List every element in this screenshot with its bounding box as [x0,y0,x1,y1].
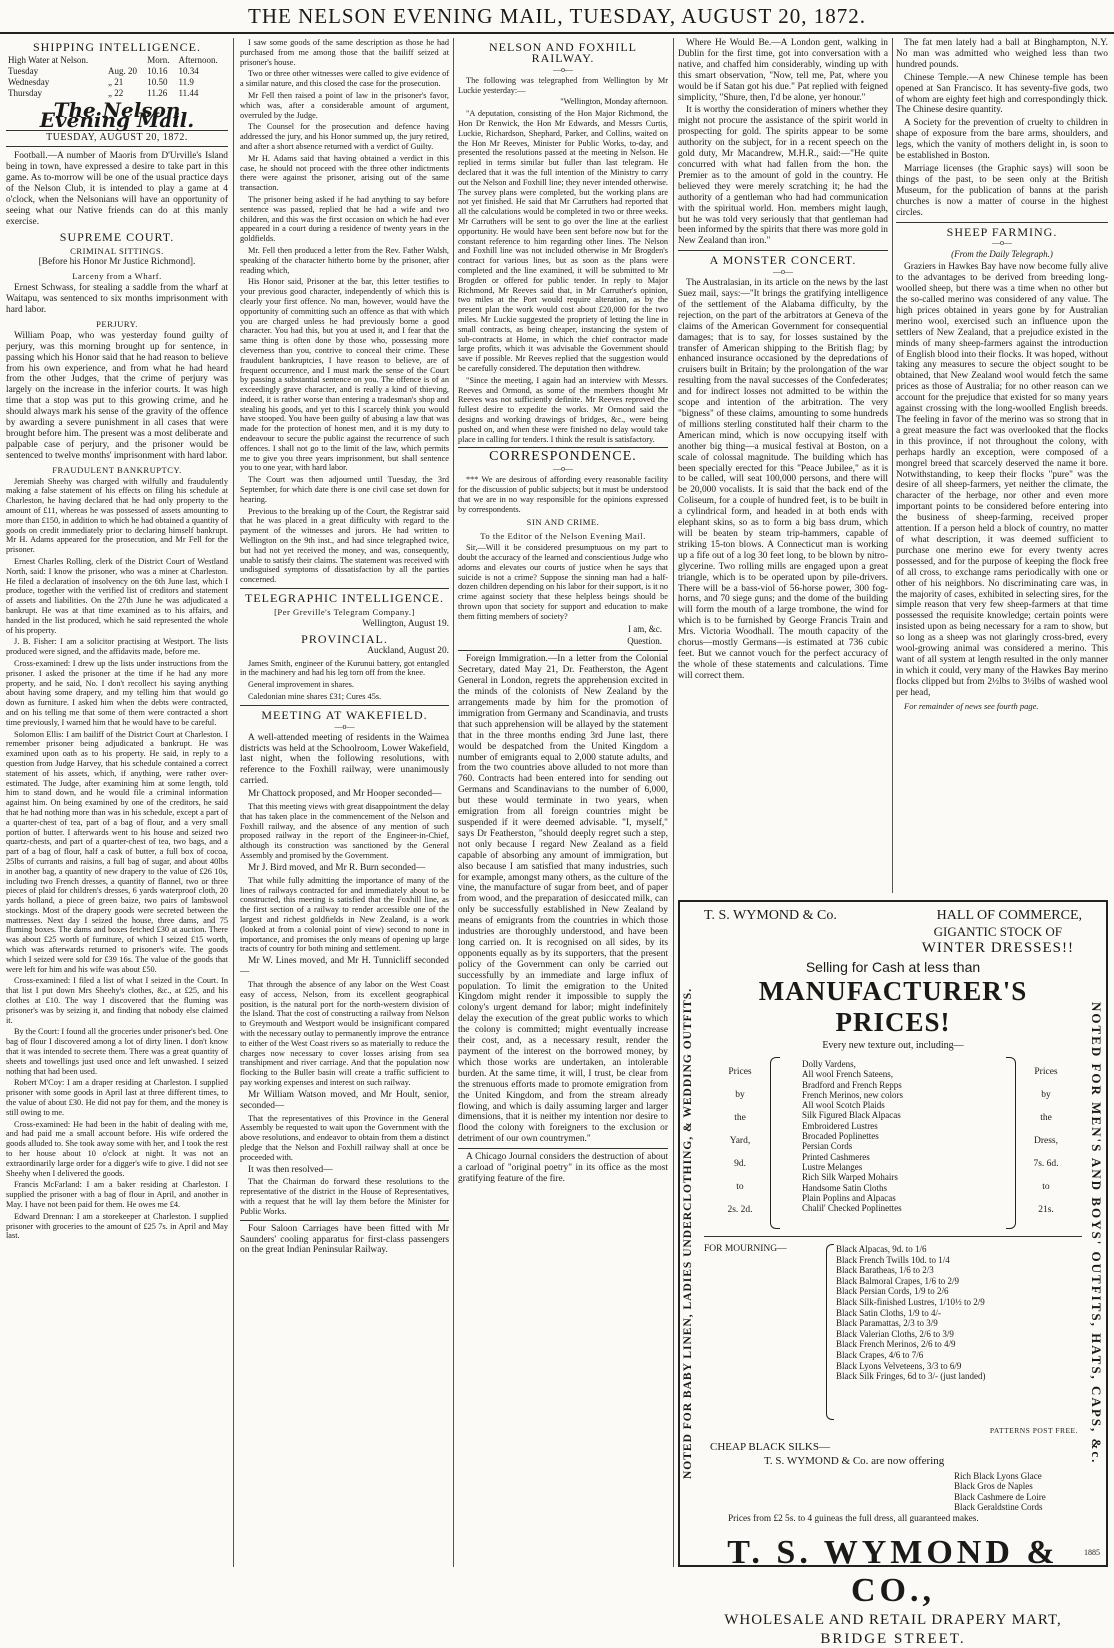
ad-mourning-block [704,1240,1082,1426]
tide-morn: 10.16 [147,65,168,76]
ad-firm: T. S. WYMOND & Co. [704,908,837,923]
sin-to: To the Editor of the Nelson Evening Mail. [480,531,646,542]
wymond-advertisement [678,900,1108,1647]
ad-price-block [704,1055,1082,1233]
fabric-item: Silk Figured Black Alpacas [802,1110,901,1121]
ad-winter: WINTER DRESSES!! [921,940,1074,956]
column-5 [896,38,1108,893]
sheep-source: (From the Daily Telegraph.) [951,249,1053,260]
bankruptcy-paragraph: Jeremiah Sheehy was charged with wilfully and fraudulently making a false statement of his effects on filing his schedule at Charleston, he having declared that he had only property to the amount of £11, whereas he was possessed of assets amounting to more than £150, in addition to which he had obtained a quantity of goods on credit immediately prior to declaring himself bankrupt. Mr H. Adams appeared for the prosecution, and Mr Fell for the prisoner. [6,476,228,555]
perjury-paragraph: William Poap, who was yesterday found guilty of perjury, was this morning brought up for sentence, in passing which his Honor said that he had reason to believe from his own experience, and from what he had heard from the other Judges, that the crime of perjury was largely on the increase in the inferior courts. It was high time that a stop was put to this growing crime, and he should always mark his sense of the gravity of the offence by awarding a severe punishment in all cases that were brought before him. The present was a most deliberate and palpable case of perjury, and the prisoner would be sentenced to twelve months' imprisonment with hard labor. [6,330,228,461]
football-paragraph: Football.—A number of Maoris from D'Urville's Island being in town, have expressed a desire to take part in this game. As to-morrow will be one of the usual practice days of the Nelson Club, it is intended to play a game at 4 o'clock, when the Nelsonians will have an opportunity of seeing what our Native friends can do at this manly exercise. [6,151,228,227]
mourning-item: Black Lyons Velveteens, 3/3 to 6/9 [836,1360,962,1371]
ad-manufacturers-prices: MANUFACTURER'S PRICES! [758,976,1028,1037]
court-before: [Before his Honor Mr Justice Richmond]. [38,257,196,268]
fabric-item: Plain Poplins and Alpacas [802,1192,896,1203]
remainder-note: For remainder of news see fourth page. [904,700,1039,711]
ad-top-row [704,908,1082,924]
wakefield-resolution: That while fully admitting the importance of many of the lines of railways contracted for and immediately about to be constructed, this meeting is satisfied that the Foxhill line, as the first section of a railway to render accessible one of the largest and richest goldfields in New Zealand, is a work (looked at from a colonial point of view) second to none in importance, and promises the only means of opening up large tracts of country for both mining and settlement. [240,875,449,954]
sin-signature: Question. [627,636,662,647]
section-rule [240,1220,449,1221]
sin-paragraph: Sir,—Will it be considered presumptuous on my part to doubt the accuracy of the learned and conscientious Judge who adorns and elevates our courts of justice when he says that suicide is not a crime? Suppose the sinning man had a half-dozen children depending on his labor for their support, is it no crime against society that these helpless beings should be thrown upon that society for support and education to make them fitting members of society? [458,543,668,621]
ad-prices-from: Prices from £2 5s. to 4 guineas the full dress, all guaranteed makes. [728,1513,979,1524]
tide-header-row [6,55,228,66]
section-rule [458,447,668,448]
fabric-item: French Merinos, new colors [802,1089,903,1100]
tide-table [6,55,228,99]
bankruptcy-paragraph: Solomon Ellis: I am bailiff of the District Court at Charleston. I remember prisoner being adjudicated a bankrupt. He was examined upon oath as to his property. He said, in reply to a question from Judge Harvey, that his schedule contained a correct statement of his assets, which, if anything, were rather over-estimated. The Judge, after examining him at some length, told him to stand down, and he would file a criminal information against him. On being examined by one of the creditors, he said that he had nothing more than was in his schedule, except a part of a quarter-chest of tea, part of a bag of flour, and a very small portion of butter. I afterwards went to his house and seized two quartz-chests, and part of a quarter-chest of tea, two bags, and a part of a bag of flour, half a cask of butter, a full box of cocoa, 25lbs of currants and raisins, a full bag of sugar, and about 40lbs in another bag, a quantity of new drapery to the value of £26 10s, including two French dresses, a quantity of flannel, two or three pieces of plaid for children's dresses, 6 yards waterproof cloth, 20 yards holland, a piece of green baize, two pairs of lambswool stockings. Most of the drapery goods were secreted between the mattresses. Next day I seized the house, three dams, and 75 fluming boxes. The dams and boxes fetched £30 at auction. There was about £25 worth of furniture, of which I seized £15 worth, which was afterwards returned to prisoner's wife. The goods which I seized were sold for £39 16s. The value of the goods that were left for him and his wife was about £50. [6,729,228,974]
tide-row [6,77,228,88]
mourning-item: Black Persian Cords, 1/9 to 2/6 [836,1286,949,1297]
society-paragraph: A Society for the prevention of cruelty to children in shape of exposure from the bare arms, shoulders, and legs, which the vanity of mothers delight in, is soon to be established in Boston. [896,118,1108,162]
tide-header: Morn. [147,54,170,65]
price-line: 2s. 2d. [727,1205,753,1215]
ad-left-vertical-text: NOTED FOR BABY LINEN, LADIES UNDERCLOTHING, & WEDDING OUTFITS. [682,987,694,1480]
fabric-item: Dolly Vardens, [802,1059,856,1069]
wakefield-resolution: That this meeting views with great disappointment the delay that has taken place in the commencement of the Nelson and Foxhill railway, and the absence of any mention of such proposed railway in the report of the Engineer-in-Chief, although its construction was sanctioned by the General Assembly and promised by the Government. [240,802,449,861]
fabric-item: Lustre Melanges [802,1161,863,1172]
miners-paragraph: It is worthy the consideration of miners whether they might not procure the assistance of the spirit world in prospecting for gold. The spirits appear to be some authority on the subject, for in a recent speech on the gold duty, Mr Macandrew, M.H.R., said:—"He quite concurred with what had fallen from the hon. the Premier as to the amount of gold in the country. He believed they were merely scratching it; he had the authority of a gentleman who had had communication with the spiritual world. Hon. members might laugh, but he was told very seriously that that gentleman had been informed by the spirits that there was more gold in New Zealand than iron." [678,105,888,247]
ad-prices-dress [1022,1061,1070,1222]
price-line: 21s. [1038,1205,1054,1215]
fabric-item: Embroidered Lustres [802,1120,878,1131]
bankruptcy-paragraph: Cross-examined: I filed a list of what I seized in the Court. In that list I put down Mrs Sheehy's clothes, &c., at £25, and his clothes at £10. The way I discovered that the fluming was prisoner's was by seizing it, and finding that nobody else claimed it. [6,976,228,1025]
bankruptcy-paragraph: Cross-examined: He had been in the habit of dealing with me, and had paid me a small account before. His wife ordered the goods alluded to. She took away some with her, and I took the rest to her house about 10 o'clock at night. It was not an extraordinarily large order for a digger's wife to give. I did not see Sheehy when I delivered the goods. [6,1119,228,1178]
tide-day: Tuesday [8,65,39,76]
court-paragraph: The Court was then adjourned until Tuesday, the 3rd September, for which date there is one civil case set down for hearing. [240,475,449,504]
ad-offering: T. S. WYMOND & Co. are now offering [764,1455,945,1467]
sin-signoff: I am, &c. [628,623,662,634]
mourning-item: Black Silk-finished Lustres, 1/10½ to 2/9 [836,1296,985,1307]
railway-paragraph: "Since the meeting, I again had an interview with Messrs. Reeves and Ormond, as some of the members thought Mr Reeves was not sufficiently definite. Mr Reeves reproved the fullest desire to expedite the works. Mr Ormond said the designs and working drawings of bridges, &c., were being pushed on, and when these were finished no delay would take place in calling for tenders. I think the result is satisfactory. [458,375,668,444]
court-subtitle: CRIMINAL SITTINGS. [70,245,164,256]
fabric-item: Bradford and French Repps [802,1079,902,1090]
section-ornament: —o— [553,64,573,74]
tide-date: „ 21 [108,76,124,87]
court-paragraph: Mr H. Adams said that having obtained a verdict in this case, he should not proceed with the three other indictments there were against the prisoner, arising out of the same transaction. [240,153,449,193]
section-rule [896,222,1108,223]
section-ornament: —o— [334,721,355,731]
perjury-heading: PERJURY. [96,318,138,329]
fabric-item: All wool Scotch Plaids [802,1100,885,1111]
column-rule [453,38,454,1567]
railway-intro: The following was telegraphed from Wellington by Mr Luckie yesterday:— [458,75,668,95]
ad-rule [704,1236,1082,1237]
wakefield-paragraph: It was then resolved— [248,1164,333,1175]
tide-header: Afternoon. [178,54,218,65]
court-paragraph: The Counsel for the prosecution and defence having addressed the jury, and his Honor summed up, the jury retired, and after a short absence returned with a verdict of Guilty. [240,122,449,151]
telegraphic-item: General improvement in shares. [248,680,354,690]
dateline: TUESDAY, AUGUST 20, 1872. [6,130,228,147]
court-paragraph: The prisoner being asked if he had anything to say before sentence was passed, replied that he had a wife and two children, and this was the first occasion on which he had ever appeared in a court during a residence of twenty years in the goldfields. [240,194,449,244]
price-line: Yard, [729,1136,751,1146]
silk-item: Rich Black Lyons Glace [954,1471,1042,1481]
silk-item: Black Gros de Naples [954,1481,1033,1492]
fabric-item: Chalil' Checked Poplinettes [802,1203,902,1214]
tide-day: Wednesday [8,76,50,87]
price-line: the [1040,1113,1052,1123]
section-ornament: —o— [773,267,793,277]
silk-item: Black Geraldstine Cords [954,1502,1043,1513]
telegraphic-item: James Smith, engineer of the Kurunui battery, got entangled in the machinery and had his leg torn off from the knee. [240,658,449,678]
chicago-paragraph: A Chicago Journal considers the destruction of about a carload of "original poetry" in its office as the most gratifying feature of the fire. [458,1152,668,1184]
telegraphic-subtitle: [Per Greville's Telegram Company.] [274,606,415,617]
chinese-paragraph: Chinese Temple.—A new Chinese temple has been opened at San Francisco. It has seventy-five gods, two of whom are eighty feet high and correspondingly thick. The Chinese desire quantity. [896,72,1108,116]
price-line: Prices [1034,1067,1058,1077]
brace-left [770,1057,780,1229]
saloon-paragraph: Four Saloon Carriages have been fitted with Mr Saunders' cooling apparatus for first-class passengers on the great Indian Peninsular Railway. [240,1223,449,1256]
bankruptcy-paragraph: Francis McFarland: I am a baker residing at Charleston. I supplied the prisoner with a bag of flour in April, and another in May. I have not been paid for them. He owes me £4. [6,1180,228,1209]
price-line: 7s. 6d. [1033,1159,1059,1169]
telegraphic-item: Caledonian mine shares £31; Cures 45s. [248,691,382,701]
column-rule [892,38,893,893]
bankruptcy-paragraph: Edward Drennan: I am a storekeeper at Charleston. I supplied prisoner with groceries to the amount of £25 7s. in April and May last. [6,1211,228,1241]
ad-body [704,906,1082,1647]
silk-item: Black Cashmere de Loire [954,1491,1046,1502]
ad-selling: Selling for Cash at less than [805,959,981,975]
telegraphic-place: Wellington, August 19. [362,618,449,629]
price-line: 9d. [734,1159,746,1169]
tide-header: High Water at Nelson. [8,54,89,65]
railway-paragraph: "A deputation, consisting of the Hon Major Richmond, the Hon Dr Renwick, the Hon Mr Edwards, and Messrs Curtis, Luckie, Richardson, Shephard, Parker, and Collins, waited on the Hon Mr Reeves, Minister for Public Works, to-day, and presented the resolutions passed at the meeting in Nelson. He replied in terms similar but fuller than last telegram. He declared that it was the full intention of the Ministry to carry out the Nelson and Foxhill line; they never intended otherwise. The survey plans were completed, but the working plans are not yet finished. He said that Mr Carruthers had reported that all the calculations would be completed in two or three weeks. Mr Carruthers will be sent to go over the line at the earliest opportunity. He would have been sent before now but for the constant reference to him regarding other lines. The Nelson and Foxhill line was not included otherwise in Mr Brogden's contract for various lines, but as soon as the plans were completed and the line examined, it will be submitted to Mr Brogden or offered for public tender. In reply to Major Richmond, Mr Reeves said that, in Mr Carruther's opinion, two miles at the Port would require alteration, as by the present plan the work would cost about £20,000 for the two miles. Mr Luckie suggested the propriety of letting the line in small contracts, as being cheaper, instancing the system of sub-contracts at Home, in which the chief contractor made large profits, which it was advisable the Government should save if possible. Mr Reeves replied that the suggestion would be carefully considered. The deputation then withdrew. [458,109,668,373]
brace-right [1006,1057,1016,1229]
column-rule [673,38,674,1567]
section-rule [240,588,449,589]
ad-patterns: PATTERNS POST FREE. [989,1426,1078,1435]
price-line: by [1041,1090,1051,1100]
ad-every-texture: Every new texture out, including— [822,1040,964,1051]
wakefield-resolution: That through the absence of any labor on the West Coast easy of access, Nelson, from its excellent geographical position, is the natural port for the north-western division of the Island. That the cost of constructing a railway from Nelson to Greymouth and Westport would be insignificant compared with the necessary outlay to permanently improve the entrance to either of the West Coast rivers so as materially to reduce the charges now necessary to cover losses arising from sea transhipment and river carriage. And that the population now flocking to the Buller basin will create a traffic sufficient to pay working expenses and interest on such railway. [240,979,449,1087]
mourning-item: Black Satin Cloths, 1/9 to 4/- [836,1307,941,1318]
tide-afternoon: 10.34 [178,65,199,76]
tide-date: „ 22 [108,87,124,98]
ad-fabric-list [802,1059,903,1213]
brace-mourning [826,1244,834,1420]
ad-mourning-list [836,1244,985,1382]
ad-cheap-silks: CHEAP BLACK SILKS— [710,1441,830,1453]
column-3 [458,38,668,1567]
mourning-item: Black Balmoral Crapes, 1/6 to 2/9 [836,1275,959,1286]
mourning-item: Black Valerian Cloths, 2/6 to 3/9 [836,1328,954,1339]
tide-date: Aug. 20 [108,65,138,76]
wakefield-paragraph: Mr William Watson moved, and Mr Hoult, senior, seconded— [240,1089,449,1111]
wakefield-resolution: That the Chairman do forward these resolutions to the representative of the district in the House of Representatives, with a request that he will lay them before the Minister for Public Works. [240,1177,449,1216]
concert-paragraph: The Australasian, in its article on the news by the last Suez mail, says:—"It brings the gratifying intelligence of the settlement of the Alabama difficulty, by the rejection, on the part of the arbitrators at Geneva of the claims of the American Government for consequential damages; that is to say, for losses sustained by the transfer of American shipping to the British flag; by enhanced insurance occasioned by the depredations of cruisers built in Britain; by the prolongation of the war resulting from the naval successes of the Confederates; and for indirect losses not admitted to be within the scope and intention of the arbitration. The very "bigness" of these claims, amounting to some hundreds of millions sterling constituted half their charm to the American mind, which is now occupying itself with another big thing—a musical festival at Boston, on a scale of colossal magnitude. The building which has been specially erected for this "Peace Jubilee," as it is to be called, will seat 100,000 persons, and there will be 20,000 vocalists. It is said that the back end of the Coliseum, for a couple of hundred feet, is to be built in a cylindrical form, and headed in at both ends with elephant skins, so as to form a big bass drum, which will be beaten by steam trip-hammers, capable of striking 15-ton blows. A Connecticut man is working up a fife out of a log 30 feet long, to be blown by nitro-glycerine. Two rolling mills are engaged upon a great triangle, which is to be operated upon by pile-drivers. There will be a bass-viol of 56-horse power, 300 fog-horns, and 70 siege guns; and the dome of the building will form the mouth of a large trombone, the wind for which is to be furnished by George Francis Train and Mrs. Victoria Woodhall. The mouth capacity of the chorus—mostly Germans—is estimated at 736 cubic feet. But we cannot vouch for the perfect accuracy of the whole of these statements and calculations. Time will correct them. [678,278,888,681]
tide-row [6,66,228,77]
ad-bridge-street: BRIDGE STREET. [820,1630,966,1647]
telegraphic-title: TELEGRAPHIC INTELLIGENCE. [245,591,444,606]
sheep-paragraph: Graziers in Hawkes Bay have now become fully alive to the advantages to be derived from breeding long-woolled sheep, but there was a time when no other but the so-called merino was considered of any value. The high prices obtained in years gone by for Australian merino wool, exercised such an influence upon the settlers of New Zealand, that a prejudice existed in the minds of many sheep-farmers against the introduction of English blood into their flocks. It was hoped, without taking any measures to secure the object sought to be obtained, that New Zealand wool would fetch the same prices as those of Australia; for no other reason can we account for the prejudice that existed for so many years against crossing with the long-woolled English breeds. The feeling in favor of the merino was so strong that in a great measure the fact was overlooked that the flocks in this province, if not throughout the colony, with perhaps hardly an exception, were composed of a mongrel breed that scarcely deserved the name it bore. Notwithstanding, to keep their flocks "pure" was the desire of all sheep-farmers, yet neither the climate, the character of the herbage, nor other and even more important points to be considered before entering into the business of sheep-farming, received proper attention. If a person held a block of country, no matter of what description, it was deemed sufficient to purchase one merino ewe for every twenty acres possessed, and for the purpose of keeping the flock free of all cross, to exchange rams periodically with one or other of his neighbors. No discriminating care was, in the majority of cases, exhibited in selecting sires, for the simple reason that very few sheep-farmers at that time possessed the requisite knowledge; certain points were insisted upon as being necessary for a ram to show, but so long as a sheep was not glaringly cross-bred, every wool-growing animal was considered a merino. This want of all system at length resulted in the only manner in which it could, very many of the Hawkes Bay merino flocks clipped but from 2½lbs to 3½lbs of washed wool per head, [896,262,1108,698]
fabric-item: Printed Cashmeres [802,1151,870,1162]
tide-afternoon: 11.44 [178,87,199,98]
column-1 [6,38,228,1567]
railway-title: NELSON AND FOXHILL RAILWAY. [489,40,637,65]
bankruptcy-paragraph: Robert M'Coy: I am a draper residing at Charleston. I supplied prisoner with some goods in April last at three different times, to the value of about £30. He did not pay for them, and the money is still owing to me. [6,1078,228,1117]
wakefield-title: MEETING AT WAKEFIELD. [261,707,428,722]
mourning-item: Black Baratheas, 1/6 to 2/3 [836,1265,934,1276]
court-paragraph: I saw some goods of the same description as those he had purchased from me among those that the bailiff seized at prisoner's house. [240,38,449,67]
fabric-item: Rich Silk Warped Mohairs [802,1172,898,1183]
sheep-title: SHEEP FARMING. [946,224,1058,239]
price-line: to [736,1182,744,1192]
ad-hall: HALL OF COMMERCE, [936,908,1082,923]
fabric-item: Handsome Satin Cloths [802,1182,887,1193]
price-line: by [735,1090,745,1100]
ad-gigantic: GIGANTIC STOCK OF [933,924,1062,939]
shipping-title: SHIPPING INTELLIGENCE. [33,40,201,54]
tide-morn: 10.50 [147,76,168,87]
masthead: THE NELSON EVENING MAIL, TUESDAY, AUGUST 20, 1872. [248,4,866,28]
court-paragraph: Two or three other witnesses were called to give evidence of a similar nature, and this closed the case for the prosecution. [240,69,449,89]
bankruptcy-paragraph: Cross-examined: I drew up the lists under instructions from the prisoner. I asked the prisoner at the time if he had any more property, and he said, No. I don't recollect his saying anything about having some drapery, and my telling him that would go down as furniture. I asked him when the debts were contracted, and on his telling me that some of them were contracted a short time previously, I warned him that he would have to be careful. [6,658,228,727]
column-2 [240,38,449,1567]
sin-title: SIN AND CRIME. [526,517,600,528]
bankruptcy-heading: FRAUDULENT BANKRUPTCY. [52,464,182,475]
court-paragraph: Mr Fell then raised a point of law in the prisoner's favor, which was, after a considerable amount of argument, overruled by the Judge. [240,90,449,120]
tide-day: Thursday [8,87,42,98]
price-line: to [1042,1182,1050,1192]
court-title: SUPREME COURT. [59,229,175,244]
larceny-heading: Larceny from a Wharf. [72,271,162,282]
ad-big-name: T. S. WYMOND & CO., [727,1533,1059,1609]
wakefield-paragraph: Mr W. Lines moved, and Mr H. Tunnicliff seconded— [240,956,449,978]
where-paragraph: Where He Would Be.—A London gent, walking in Dublin for the first time, got into conversation with a native, and chaffed him considerably, winding up with this smart observation, "Now, tell me, Pat, where you would be if Satan got his due." Pat replied with feigned simplicity, "Shure, then, I'd be alone, yer honour." [678,38,888,103]
court-paragraph: Previous to the breaking up of the Court, the Registrar said that he was placed in a great difficulty with regard to the payment of the witnesses and jurors. He had written to Wellington on the 9th inst., and had since telegraphed twice, but had not yet received the money, and was, consequently, unable to satisfy their claims. The statement was received with undisguised symptoms of dissatisfaction by all the parties concerned. [240,506,449,585]
wakefield-paragraph: A well-attended meeting of residents in the Waimea districts was held at the Schoolroom, Lower Wakefield, last night, when the following resolutions, with reference to the Foxhill railway, were unanimously carried. [240,732,449,787]
wakefield-resolution: That the representatives of this Province in the General Assembly be requested to wait upon the Government with the above resolutions, and endeavor to obtain from them a distinct pledge that the Nelson and Foxhill railway shall at once be proceeded with. [240,1113,449,1162]
tide-afternoon: 11.9 [178,76,194,87]
price-line: Prices [728,1067,752,1077]
fabric-item: All wool French Sateens, [802,1069,893,1080]
ad-prices-yard [716,1061,764,1222]
column-4 [678,38,888,893]
ad-silk-list [954,1471,1082,1513]
telegraphic-place: Auckland, August 20. [367,645,449,656]
section-rule [458,650,668,651]
mourning-item: Black French Twills 10d. to 1/4 [836,1254,950,1265]
tide-row [6,88,228,99]
wakefield-paragraph: Mr Chattock proposed, and Mr Hooper seconded— [248,789,442,800]
provincial-title: PROVINCIAL. [301,631,388,646]
bankruptcy-paragraph: By the Court: I found all the groceries under prisoner's bed. One bag of flour I discovered among a lot of dirty linen. I don't know that it was intended to secrete them. There was a great quantity of sheets and towellings just used once and left unwashed. I seized nothing that had been used. [6,1027,228,1076]
immigration-paragraph: Foreign Immigration.—In a letter from the Colonial Secretary, dated May 21, Dr. Featherston, the Agent General in London, regrets the apprehension excited in the minds of the colonists of New Zealand by the arrangements made by him for the promotion of immigration from Germany and Scandinavia, and trusts that such apprehension will be allayed by the statement that in the three months ending 3rd June last, there would be despatched from the United Kingdom a number of emigrants equal to 2,000 statute adults, and from the two countries above alluded to not more than 760. Contracts had been entered into for sending out Germans and Scandinavians to the number of 6,000, but these would terminate in two years, when emigration from all foreign countries might be suspended if it were deemed advisable. "I, myself," says Dr Featherston, "should deeply regret such a step, not only because I regard New Zealand as a field capable of absorbing any amount of immigration, but also because I am satisfied that many industries, such for example, amongst many others, as the culture of the vine, the manufacture of sugar from beet, and of paper from wood, and the preparation of desiccated milk, can only be successfully established in New Zealand by means of emigrants from the countries in which those industries are thoroughly understood, and have been long carried on. It is recognised on all sides, by its opponents equally as by its supporters, that the present policy of the Government can only be carried out successfully by an immediate and large influx of population. To limit the emigration to the United Kingdom might render it impossible to supply the colony's urgent demand for labor; might indefinitely delay the execution of the great public works to which the colony is committed; might eventually increase their cost, and, as a necessary result, render the payment of the interest on the borrowed money, by which those works are undertaken, an intolerable burden. At the same time, it will, I trust, be clear from the strenuous efforts made to promote emigration from the United Kingdom, and from the stream already flowing, and which is daily assuming larger and larger dimensions, that it is neither my intention nor desire to flood the colony with foreigners to the exclusion or detriment of our own countrymen." [458,654,668,1145]
column-rule [233,38,234,1567]
tide-header [106,55,145,66]
section-ornament: —o— [992,238,1012,248]
mourning-item: Black French Merinos, 2/6 to 4/9 [836,1339,956,1350]
section-rule [678,250,888,251]
bankruptcy-paragraph: Ernest Charles Rolling, clerk of the District Court of Westland North, said: I know the prisoner, who was a miner at Charleston. He filed a declaration of insolvency on the 6th June last, which I produce, together with the verified list of creditors and statement of assets and liabilities. On the 27th June he was adjudicated a bankrupt. He was at that time examined as to his affairs, and handed in the list produced, which he said represented the whole of his property. [6,557,228,635]
ad-mourning-label: FOR MOURNING— [704,1244,787,1254]
fat-men-paragraph: The fat men lately had a ball at Binghampton, N.Y. No man was admitted who weighed less than two hundred pounds. [896,38,1108,70]
bankruptcy-paragraph: J. B. Fisher: I am a solicitor practising at Westport. The lists produced were signed, and the affidavits made, before me. [6,637,228,657]
mourning-item: Black Silk Fringes, 6d to 3/- (just landed) [836,1371,986,1382]
fabric-item: Brocaded Poplinettes [802,1131,879,1142]
mourning-item: Black Crapes, 4/6 to 7/6 [836,1349,924,1360]
mourning-item: Black Paramattas, 2/3 to 3/9 [836,1318,938,1329]
correspondence-title: CORRESPONDENCE. [489,449,637,465]
wakefield-paragraph: Mr J. Bird moved, and Mr R. Burn seconded— [248,862,426,873]
section-ornament: —o— [553,464,573,474]
price-line: Dress, [1033,1136,1058,1146]
masthead-rule [0,32,1114,34]
mourning-item: Black Alpacas, 9d. to 1/6 [836,1244,927,1254]
ad-number: 1885 [1084,1548,1100,1557]
railway-place: "Wellington, Monday afternoon. [560,97,668,107]
ad-wholesale: WHOLESALE AND RETAIL DRAPERY MART, [724,1611,1062,1628]
concert-title: A MONSTER CONCERT. [709,253,857,268]
court-paragraph: Mr. Fell then produced a letter from the Rev. Father Walsh, speaking of the character hitherto borne by the prisoner, after reading which, [240,245,449,275]
fabric-item: Persian Cords [802,1141,853,1152]
larceny-paragraph: Ernest Schwass, for stealing a saddle from the wharf at Waitapu, was sentenced to six months imprisonment with hard labor. [6,283,228,316]
marriage-paragraph: Marriage licenses (the Graphic says) will soon be things of the past, to be seen only at the British Museum, for the publication of banns at the parish churches is now a matter of course in the highest circles. [896,163,1108,218]
section-rule [458,1148,668,1149]
tide-morn: 11.26 [147,87,168,98]
price-line: the [734,1113,746,1123]
paper-nameplate: The Nelson Evening Mail. [39,97,195,133]
court-paragraph: His Honor said, Prisoner at the bar, this letter testifies to your previous good character, independently of which this is clearly your first offence. No man, however, would have the opportunity of committing such an offence as that with which you are charged unless he had previously borne a good character. You had this, but you at used it, and I fear that the same thing is often done by those who, possessing more cleverness than you, contrive to conceal their crime. These fraudulent bankruptcies, I have reason to believe, are of frequent occurrence, and I must mark the sense of the Court by passing a substantial sentence on you. The offence is of an exceedingly grave character, and is really a kind of thieving, indeed, it is rather worse than entering a tradesman's shop and stealing his goods, and yet to this I scarcely think you would have stooped. You have been guilty of abusing a law that was made for the protection of honest men, and it is my duty to endeavour to secure the public against the recurrence of such offences. I shall not go to the limit of the law, which permits me to give you three years imprisonment, but shall sentence you to one year, with hard labor. [240,277,449,473]
section-rule [240,705,449,706]
ad-right-vertical-text: NOTED FOR MEN'S AND BOYS' OUTFITS, HATS, CAPS, &c. [1089,1002,1104,1465]
correspondence-note: *** We are desirous of affording every reasonable facility for the discussion of public subjects; but it must be understood that we are in no way responsible for the opinions expressed by correspondents. [458,475,668,514]
